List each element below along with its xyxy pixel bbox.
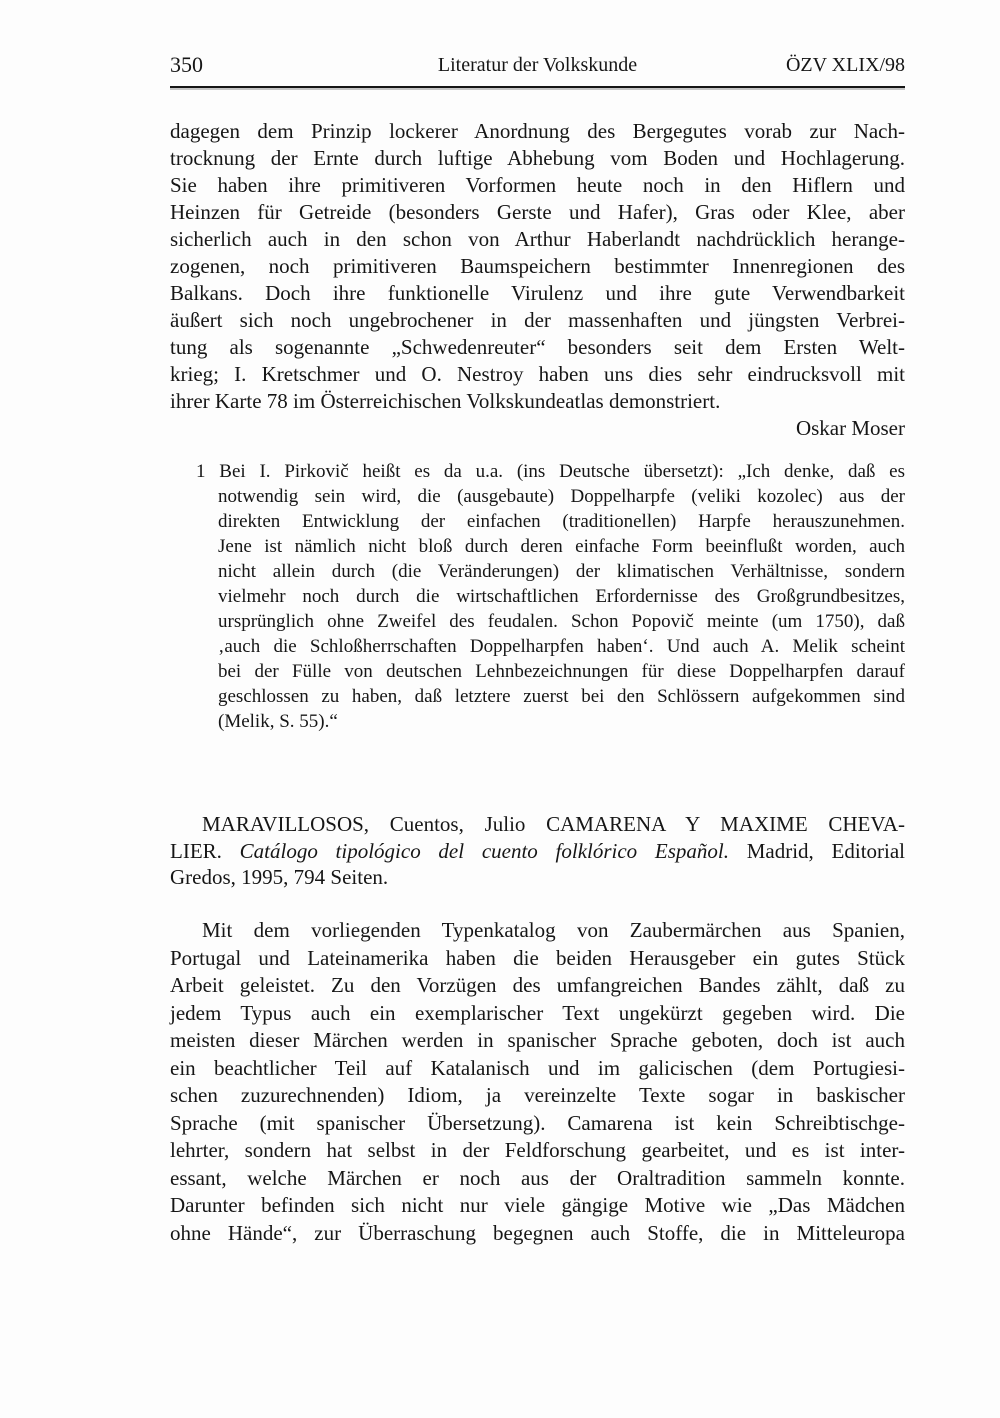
text-line: lehrter, sondern hat selbst in der Feldforschung gearbeitet, und es ist inter- [170, 1138, 905, 1162]
footnote-line: geschlossen zu haben, daß letztere zuerst bei den Schlössern aufgekommen sind [218, 686, 905, 707]
footnote-line: (Melik, S. 55).“ [218, 711, 338, 732]
text-line: meisten dieser Märchen werden in spanischer Sprache geboten, doch ist auch [170, 1028, 905, 1052]
text-line: Mit dem vorliegenden Typenkatalog von Zaubermärchen aus Spanien, [202, 918, 905, 942]
text-line: Heinzen für Getreide (besonders Gerste und Hafer), Gras oder Klee, aber [170, 200, 905, 224]
text-line: krieg; I. Kretschmer und O. Nestroy haben uns dies sehr eindrucksvoll mit [170, 362, 905, 386]
footnote-line: bei der Fülle von deutschen Lehnbezeichnungen für diese Doppelharpfen darauf [218, 661, 905, 682]
text-line: ein beachtlicher Teil auf Katalanisch und im galicischen (dem Portugiesi- [170, 1055, 905, 1080]
book-citation [170, 811, 905, 891]
text-line: Darunter befinden sich nicht nur viele gängige Motive wie „Das Mädchen [170, 1193, 905, 1217]
header-divider [170, 86, 905, 88]
page-number: 350 [170, 52, 203, 77]
footnote-line: ‚auch die Schloßherrschaften Doppelharpfen haben‘. Und auch A. Melik scheint [218, 636, 905, 657]
footnote-line: direkten Entwicklung der einfachen (traditionellen) Harpfe herauszunehmen. [218, 511, 905, 532]
citation-book-title-italic: Catálogo tipológico del cuento folklórico Español. [239, 838, 729, 863]
text-line: jedem Typus auch ein exemplarischer Text ungekürzt gegeben wird. Die [170, 1000, 905, 1025]
text-line: ohne Hände“, zur Überraschung begegnen auch Stoffe, die in Mitteleuropa [170, 1220, 905, 1245]
footnote-line: notwendig sein wird, die (ausgebaute) Doppelharpfe (veliki kozolec) aus der [218, 486, 905, 507]
paragraph-review-body [170, 917, 905, 1247]
footnote-line: 1 Bei I. Pirkovič heißt es da u.a. (ins Deutsche übersetzt): „Ich denke, daß es [196, 461, 905, 482]
citation-line-publisher: Gredos, 1995, 794 Seiten. [170, 865, 389, 889]
text-line: trocknung der Ernte durch luftige Abhebung vom Boden und Hochlagerung. [170, 146, 905, 170]
text-line: Sprache (mit spanischer Übersetzung). Camarena ist kein Schreibtischge- [170, 1110, 905, 1135]
footnote-line: vielmehr noch durch die wirtschaftlichen Erfordernisse des Großgrundbesitzes, [218, 586, 905, 607]
footnote-block [196, 459, 905, 734]
footnote-line: Jene ist nämlich nicht bloß durch deren einfache Form beeinflußt worden, auch [218, 536, 905, 557]
citation-line-authors: MARAVILLOSOS, Cuentos, Julio CAMARENA Y MAXIME CHEVA- [202, 812, 905, 836]
text-line: tung als sogenannte „Schwedenreuter“ besonders seit dem Ersten Welt- [170, 335, 905, 359]
text-line: ihrer Karte 78 im Österreichischen Volkskundeatlas demonstriert. [170, 389, 721, 413]
text-line: äußert sich noch ungebrochener in der massenhaften und jüngsten Verbrei- [170, 308, 905, 332]
citation-author-suffix: LIER. [170, 838, 222, 863]
footnote-line: ursprünglich ohne Zweifel des feudalen. Schon Popovič meinte (um 1750), daß [218, 611, 905, 632]
section-title: Literatur der Volkskunde [437, 54, 638, 76]
text-line: zogenen, noch primitiveren Baumspeichern bestimmter Innenregionen des [170, 254, 905, 278]
text-line: Arbeit geleistet. Zu den Vorzügen des umfangreichen Bandes zählt, daß zu [170, 973, 905, 997]
text-line: schen zuzurechnenden) Idiom, ja vereinzelte Texte sogar in baskischer [170, 1083, 905, 1107]
text-line: sicherlich auch in den schon von Arthur Haberlandt nachdrücklich herange- [170, 227, 905, 251]
paragraph-moser-review [170, 118, 905, 415]
text-line: Balkans. Doch ihre funktionelle Virulenz und ihre gute Verwendbarkeit [170, 281, 905, 305]
text-line: essant, welche Märchen er noch aus der Oraltradition sammeln konnte. [170, 1165, 905, 1190]
text-line: dagegen dem Prinzip lockerer Anordnung des Bergegutes vorab zur Nach- [170, 119, 905, 143]
issue-code: ÖZV XLIX/98 [785, 54, 905, 76]
citation-line-title [170, 838, 905, 865]
citation-publisher-part: Madrid, Editorial [746, 838, 906, 863]
text-line: Portugal und Lateinamerika haben die beiden Herausgeber ein gutes Stück [170, 945, 905, 970]
author-signature: Oskar Moser [795, 416, 905, 440]
running-header [170, 52, 905, 82]
text-line: Sie haben ihre primitiveren Vorformen heute noch in den Hiflern und [170, 173, 905, 197]
footnote-line: nicht allein durch (die Veränderungen) der klimatischen Verhältnisse, sondern [218, 561, 905, 582]
